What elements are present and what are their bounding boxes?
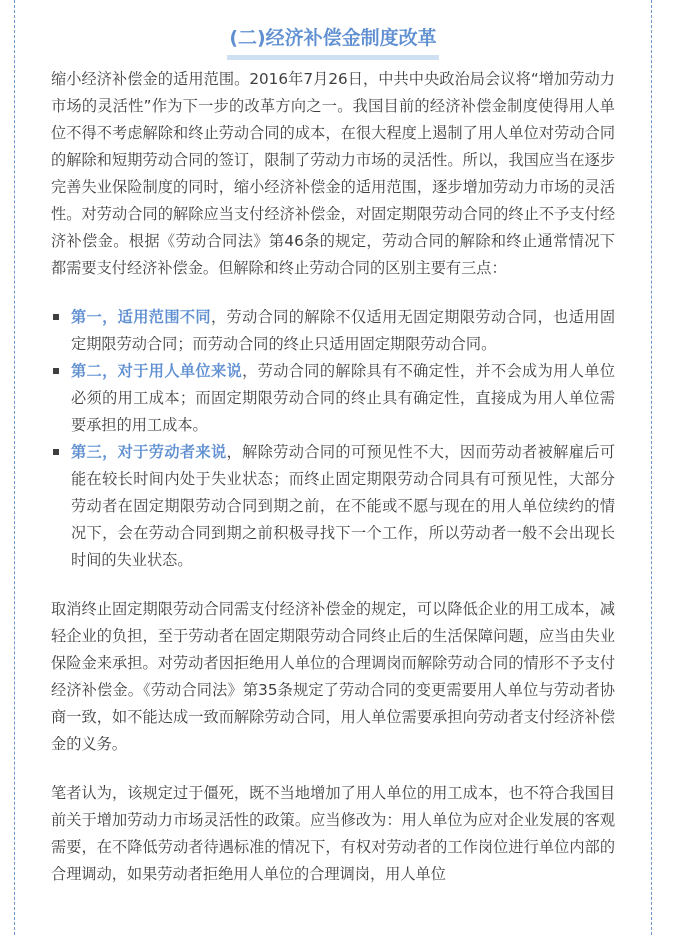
point-lead: 第一，适用范围不同 xyxy=(71,308,211,326)
point-lead: 第二，对于用人单位来说 xyxy=(71,362,243,380)
point-text: ，劳动合同的解除具有不确定性，并不会成为用人单位必须的用工成本；而固定期限劳动合同的终止具有确定性，直接成为用人单位需要承担的用工成本。 xyxy=(71,362,616,434)
paragraph-intro: 缩小经济补偿金的适用范围。2016年7月26日，中共中央政治局会议将“增加劳动力市场的灵活性”作为下一步的改革方向之一。我国目前的经济补偿金制度使得用人单位不得不考虑解除和终止劳动合同的成本，在很大程度上遏制了用人单位对劳动合同的解除和短期劳动合同的签订，限制了劳动力市场的灵活性。所以，我国应当在逐步完善失业保险制度的同时，缩小经济补偿金的适用范围，逐步增加劳动力市场的灵活性。对劳动合同的解除应当支付经济补偿金，对固定期限劳动合同的终止不予支付经济补偿金。根据《劳动合同法》第46条的规定，劳动合同的解除和终止通常情况下都需要支付经济补偿金。但解除和终止劳动合同的区别主要有三点： xyxy=(51,70,615,277)
section-title xyxy=(15,24,651,60)
point-text: ，劳动合同的解除不仅适用无固定期限劳动合同，也适用固定期限劳动合同；而劳动合同的终止只适用固定期限劳动合同。 xyxy=(71,308,616,353)
article-body xyxy=(51,66,615,910)
point-text: ，解除劳动合同的可预见性不大，因而劳动者被解雇后可能在较长时间内处于失业状态；而终止固定期限劳动合同具有可预见性，大部分劳动者在固定期限劳动合同到期之前，在不能或不愿与现在的用人单位续约的情况下，会在劳动合同到期之前积极寻找下一个工作，所以劳动者一般不会出现长时间的失业状态。 xyxy=(71,443,616,569)
paragraph-cancel-termination: 取消终止固定期限劳动合同需支付经济补偿金的规定，可以降低企业的用工成本，减轻企业的负担，至于劳动者在固定期限劳动合同终止后的生活保障问题，应当由失业保险金来承担。对劳动者因拒绝用人单位的合理调岗而解除劳动合同的情形不予支付经济补偿金。《劳动合同法》第35条规定了劳动合同的变更需要用人单位与劳动者协商一致，如不能达成一致而解除劳动合同，用人单位需要承担向劳动者支付经济补偿金的义务。 xyxy=(51,600,615,753)
list-item xyxy=(51,439,615,574)
article-frame xyxy=(14,0,652,935)
list-item xyxy=(51,304,615,358)
paragraph-author-view: 笔者认为，该规定过于僵死，既不当地增加了用人单位的用工成本，也不符合我国目前关于增加劳动力市场灵活性的政策。应当修改为：用人单位为应对企业发展的客观需要，在不降低劳动者待遇标准的情况下，有权对劳动者的工作岗位进行单位内部的合理调动，如果劳动者拒绝用人单位的合理调岗，用人单位 xyxy=(51,784,615,883)
point-lead: 第三，对于劳动者来说 xyxy=(71,443,227,461)
square-bullet-icon xyxy=(53,314,59,320)
square-bullet-icon xyxy=(53,449,59,455)
distinction-list xyxy=(51,304,615,574)
section-title-text: (二)经济补偿金制度改革 xyxy=(227,24,438,60)
square-bullet-icon xyxy=(53,368,59,374)
list-item xyxy=(51,358,615,439)
